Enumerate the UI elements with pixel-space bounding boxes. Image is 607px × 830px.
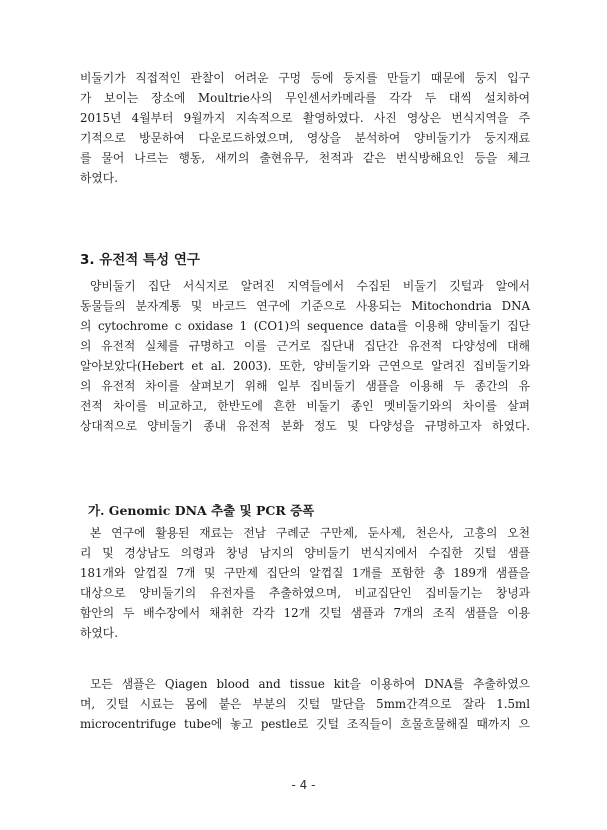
text-line: 의 유전적 차이를 살펴보기 위해 일부 집비둘기 샘플을 이용해 두 종간의 유 bbox=[80, 379, 530, 393]
text-line: 181개와 알껍질 7개 및 구만제 집단의 알껍질 1개를 포함한 총 189개 샘플을 bbox=[80, 566, 530, 580]
page-number: - 4 - bbox=[291, 778, 316, 792]
text-line: 며, 깃털 시료는 몸에 붙은 부분의 깃털 말단을 5mm간격으로 잘라 1.5ml bbox=[80, 697, 530, 711]
sub-heading: 가. Genomic DNA 추출 및 PCR 증폭 bbox=[88, 503, 315, 518]
text-line: 동물들의 분자계통 및 바코드 연구에 기준으로 사용되는 Mitochondria DNA bbox=[80, 299, 530, 313]
text-line: 본 연구에 활용된 재료는 전남 구례군 구만제, 둔사제, 천은사, 고흥의 오천 bbox=[90, 526, 530, 540]
text-line: 알아보았다(Hebert et al. 2003). 또한, 양비둘기와 근연으로 알려진 집비둘기와 bbox=[80, 359, 530, 373]
text-line: 리 및 경상남도 의령과 창녕 남지의 양비둘기 번식지에서 수집한 깃털 샘플 bbox=[80, 546, 530, 560]
text-line: 가 보이는 장소에 Moultrie사의 무인센서카메라를 각각 두 대씩 설치하여 bbox=[80, 91, 530, 105]
paragraph-dna-extraction bbox=[80, 674, 530, 734]
text-line: 2015년 4월부터 9월까지 지속적으로 촬영하였다. 사진 영상은 번식지역을 주 bbox=[80, 111, 530, 125]
text-line: 대상으로 양비둘기의 유전자를 추출하였으며, 비교집단인 집비둘기는 창녕과 bbox=[80, 586, 530, 600]
text-line: 양비둘기 집단 서식지로 알려진 지역들에서 수집된 비둘기 깃털과 알에서 bbox=[90, 279, 530, 293]
paragraph-camera-monitoring bbox=[80, 68, 530, 188]
text-line: 함안의 두 배수장에서 채취한 각각 12개 깃털 샘플과 7개의 조직 샘플을 이용 bbox=[80, 606, 530, 620]
text-line: 하였다. bbox=[80, 171, 118, 185]
text-line: 비둘기가 직접적인 관찰이 어려운 구멍 등에 둥지를 만들기 때문에 둥지 입구 bbox=[80, 71, 530, 85]
paragraph-materials bbox=[80, 523, 530, 643]
text-line: 의 cytochrome c oxidase 1 (CO1)의 sequence data를 이용해 양비둘기 집단 bbox=[80, 319, 530, 333]
paragraph-genetic-study bbox=[80, 276, 530, 436]
text-line: 의 유전적 실체를 규명하고 이를 근거로 집단내 집단간 유전적 다양성에 대해 bbox=[80, 339, 530, 353]
text-line: 상대적으로 양비둘기 종내 유전적 분화 정도 및 다양성을 규명하고자 하였다. bbox=[80, 419, 530, 433]
text-line: 전적 차이를 비교하고, 한반도에 흔한 비둘기 종인 멧비둘기와의 차이를 살펴 bbox=[80, 399, 530, 413]
text-line: 하였다. bbox=[80, 626, 118, 640]
text-line: 기적으로 방문하여 다운로드하였으며, 영상을 분석하여 양비둘기가 둥지재료 bbox=[80, 131, 530, 145]
text-line: 를 물어 나르는 행동, 새끼의 출현유무, 천적과 같은 번식방해요인 등을 체크 bbox=[80, 151, 530, 165]
text-line: 모든 샘플은 Qiagen blood and tissue kit을 이용하여 DNA를 추출하였으 bbox=[90, 677, 530, 691]
section-heading: 3. 유전적 특성 연구 bbox=[80, 252, 200, 268]
text-line: microcentrifuge tube에 놓고 pestle로 깃털 조직들이 흐물흐물해질 때까지 으 bbox=[80, 717, 530, 731]
